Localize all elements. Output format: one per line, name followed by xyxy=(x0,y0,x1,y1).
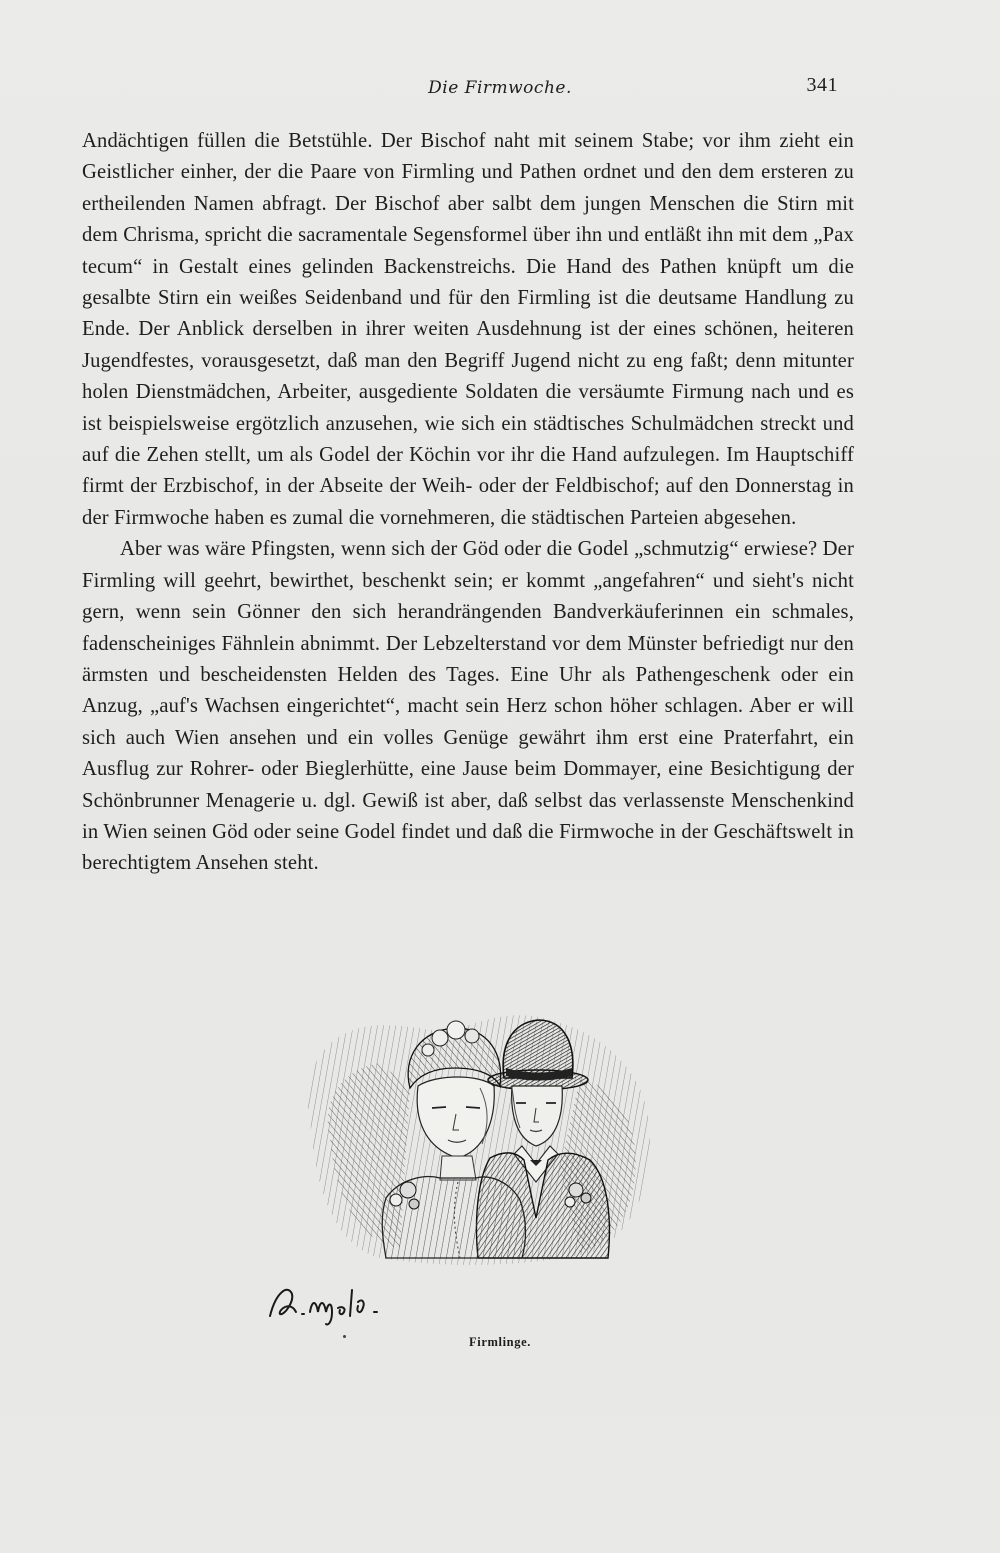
body-text xyxy=(82,126,854,880)
artist-signature xyxy=(262,1272,392,1332)
paragraph: Andächtigen füllen die Betstühle. Der Bischof naht mit seinem Stabe; vor ihm zieht ein Geistlicher einher, der die Paare von Firmling und Pathen ordnet und den dem ersteren zu ertheilenden Namen abfragt. Der Bischof aber salbt dem jungen Menschen die Stirn mit dem Chrisma, spricht die sacramentale Segensformel über ihn und entläßt ihn mit dem „Pax tecum“ in Gestalt eines gelinden Backenstreichs. Die Hand des Pathen knüpft um die gesalbte Stirn ein weißes Seidenband und für den Firmling ist die deutsame Handlung zu Ende. Der Anblick derselben in ihrer weiten Ausdehnung ist der eines schönen, heiteren Jugendfestes, vorausgesetzt, daß man den Begriff Jugend nicht zu eng faßt; denn mitunter holen Dienstmädchen, Arbeiter, ausgediente Soldaten die versäumte Firmung nach und es ist beispielsweise ergötzlich anzusehen, wie sich ein städtisches Schulmädchen streckt und auf die Zehen stellt, um als Godel der Köchin vor ihr die Hand aufzulegen. Im Hauptschiff firmt der Erzbischof, in der Abseite der Weih- oder der Feldbischof; auf den Donnerstag in der Firmwoche haben es zumal die vornehmeren, die städtischen Parteien abgesehen. xyxy=(82,130,854,529)
figure-caption: Firmlinge. xyxy=(469,1335,531,1349)
page-number: 341 xyxy=(806,74,838,96)
paragraph: Aber was wäre Pfingsten, wenn sich der Göd oder die Godel „schmutzig“ erwiese? Der Firmling will geehrt, bewirthet, beschenkt sein; er kommt „angefahren“ und sieht's nicht gern, wenn sein Gönner den sich herandrängenden Bandverkäuferinnen ein schmales, fadenscheiniges Fähnlein abnimmt. Der Lebzelterstand vor dem Münster befriedigt nur den ärmsten und bescheidensten Helden des Tages. Eine Uhr als Pathengeschenk oder ein Anzug, „auf's Wachsen eingerichtet“, macht sein Herz schon höher schlagen. Aber er will sich auch Wien ansehen und ein volles Genüge gewährt ihm erst eine Praterfahrt, ein Ausflug zur Rohrer- oder Bieglerhütte, eine Jause beim Dommayer, eine Besichtigung der Schönbrunner Menagerie u. dgl. Gewiß ist aber, daß selbst das verlassenste Menschenkind in Wien seinen Göd oder seine Godel findet und daß die Firmwoche in der Geschäftswelt in berechtigtem Ansehen steht. xyxy=(82,538,854,875)
running-title: Die Firmwoche. xyxy=(428,78,572,98)
running-head xyxy=(0,74,1000,104)
engraving-illustration xyxy=(290,968,670,1268)
